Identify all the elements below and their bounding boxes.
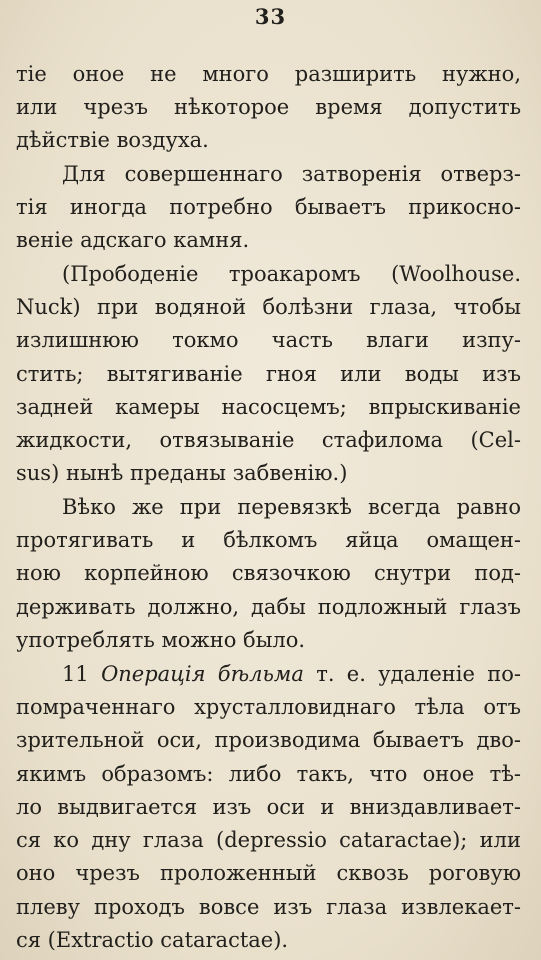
text-line: стить; вытягиваніе гноя или воды изъ	[16, 362, 521, 386]
text-line: тіе оное не много разширить нужно,	[16, 62, 521, 86]
text-line: или чрезъ нѣкоторое время допустить	[16, 95, 521, 119]
text-line: излишнюю токмо часть влаги изпу-	[16, 328, 521, 352]
section-heading-line	[62, 658, 521, 691]
text-line: жидкости, отвязываніе стафилома (Cel-	[16, 428, 521, 452]
paragraph-first-line: (Прободеніе троакаромъ (Woolhouse.	[62, 262, 521, 286]
text-line: плеву проходъ вовсе изъ глаза извлекает-	[16, 895, 521, 919]
page-number: 33	[254, 4, 287, 29]
text-line: держивать должно, дабы подложный глазъ	[16, 595, 521, 619]
text-line: помраченнаго хрусталловиднаго тѣла отъ	[16, 695, 521, 719]
text-line: ся ко дну глаза (depressio cataractae); или	[16, 828, 521, 852]
text-line: ною корпейною связочкою снутри под-	[16, 561, 521, 585]
text-line: зрительной оси, производима бываетъ дво-	[16, 728, 521, 752]
text-line: ло выдвигается изъ оси и вниздавливает-	[16, 795, 521, 819]
text-line: якимъ образомъ: либо такъ, что оное тѣ-	[16, 762, 521, 786]
paragraph-first-line: Вѣко же при перевязкѣ всегда равно	[62, 495, 521, 519]
text-line: употреблять можно было.	[16, 628, 306, 652]
text-line: тія иногда потребно бываетъ прикосно-	[16, 195, 521, 219]
text-line: протягивать и бѣлкомъ яйца омащен-	[16, 528, 521, 552]
text-line: sus) нынѣ преданы забвенію.)	[16, 461, 348, 485]
section-number: 11	[62, 662, 89, 686]
text-line: Nuck) при водяной болѣзни глаза, чтобы	[16, 295, 521, 319]
text-line: оно чрезъ проложенный сквозь роговую	[16, 861, 521, 885]
text-line: ся (Extractio cataractae).	[16, 928, 289, 952]
text-line: веніе адскаго камня.	[16, 228, 250, 252]
section-heading-rest: т. е. удаленіе по-	[316, 662, 521, 686]
text-line: дѣйствіе воздуха.	[16, 128, 209, 152]
text-line: задней камеры насосцемъ; впрыскиваніе	[16, 395, 521, 419]
section-title: Операція бѣльма	[101, 662, 304, 686]
paragraph-first-line: Для совершеннаго затворенія отверз-	[62, 162, 521, 186]
